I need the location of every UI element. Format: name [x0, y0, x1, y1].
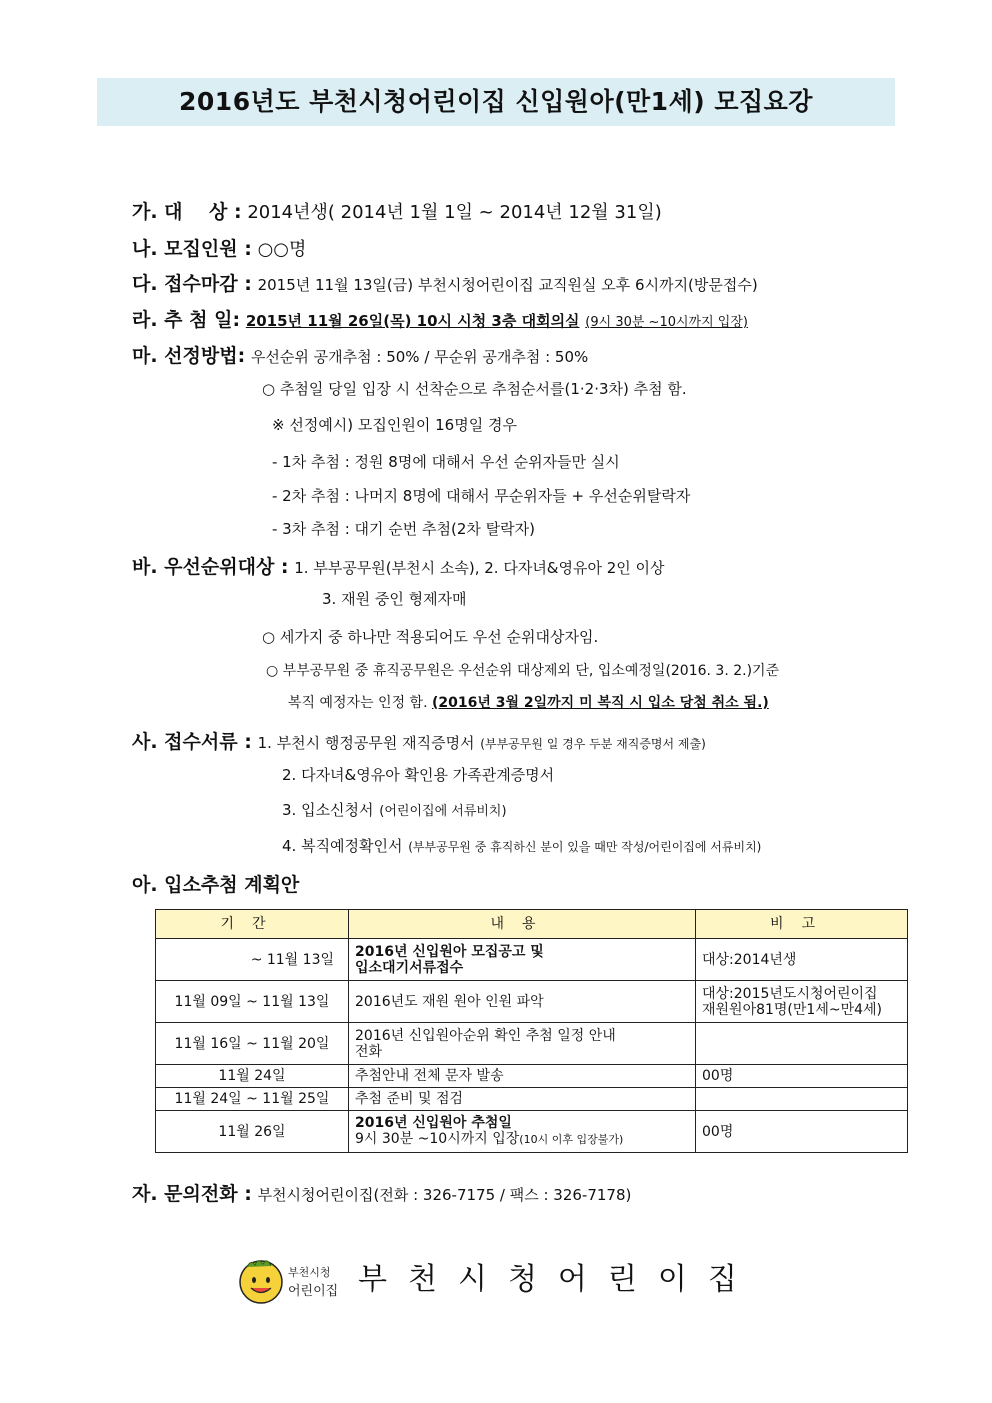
section-lottery-note: (9시 30분 ~10시까지 입장) — [585, 315, 748, 330]
document-item-1-note: (부부공무원 일 경우 두분 재직증명서 제출) — [480, 737, 706, 751]
cell-content-line-1: 2016년 신입원아순위 확인 추첨 일정 안내 — [355, 1027, 616, 1044]
table-row — [156, 1023, 908, 1065]
section-contact — [132, 1179, 631, 1206]
cell-note-line-1: 대상:2015년도시청어린이집 — [702, 985, 878, 1002]
priority-line-3: ○ 세가지 중 하나만 적용되어도 우선 순위대상자임. — [262, 628, 599, 646]
section-lottery-date — [132, 305, 748, 332]
document-item-4-row — [282, 835, 761, 856]
priority-line-5-text: 복직 예정자는 인정 함. — [288, 695, 428, 711]
method-line-3: - 1차 추첨 : 정원 8명에 대해서 우선 순위자들만 실시 — [272, 453, 620, 471]
table-row — [156, 981, 908, 1023]
cell-content-note: (10시 이후 입장불가) — [519, 1133, 624, 1146]
section-lottery-label: 라. 추 첨 일: — [132, 309, 241, 331]
cell-content: 추첨 준비 및 점검 — [349, 1088, 696, 1111]
cell-note: 대상:2014년생 — [696, 939, 908, 981]
cell-content — [349, 1111, 696, 1153]
section-priority — [132, 552, 665, 579]
cell-note — [696, 1023, 908, 1065]
cell-period: 11월 24일 — [156, 1065, 349, 1088]
section-method-text: 우선순위 공개추첨 : 50% / 무순위 공개추첨 : 50% — [250, 348, 589, 366]
section-target-label: 가. 대 상 : — [132, 201, 242, 223]
section-plan-label: 아. 입소추첨 계획안 — [132, 874, 300, 896]
document-item-4-note: (부부공무원 중 휴직하신 분이 있을 때만 작성/어린이집에 서류비치) — [408, 840, 762, 854]
document-item-3-row — [282, 799, 507, 820]
header-content: 내용 — [349, 910, 696, 939]
section-priority-text: 1. 부부공무원(부천시 소속), 2. 다자녀&영유아 2인 이상 — [294, 559, 665, 577]
document-item-3: 3. 입소신청서 — [282, 801, 374, 819]
priority-line-2: 3. 재원 중인 형제자매 — [322, 590, 467, 608]
method-line-1: ○ 추첨일 당일 입장 시 선착순으로 추첨순서를(1·2·3차) 추첨 함. — [262, 380, 687, 398]
cell-period: 11월 26일 — [156, 1111, 349, 1153]
section-target-text: 2014년생( 2014년 1월 1일 ~ 2014년 12월 31일) — [247, 202, 662, 223]
document-item-1: 1. 부천시 행정공무원 재직증명서 — [257, 734, 475, 752]
header-note: 비고 — [696, 910, 908, 939]
table-row — [156, 939, 908, 981]
cell-note — [696, 1088, 908, 1111]
section-deadline-label: 다. 접수마감 : — [132, 273, 252, 295]
cell-content-line — [355, 1131, 689, 1148]
header-period: 기간 — [156, 910, 349, 939]
section-priority-label: 바. 우선순위대상 : — [132, 556, 289, 578]
cell-note-line-2: 재원원아81명(만1세~만4세) — [702, 1001, 882, 1018]
cell-note: 00명 — [696, 1111, 908, 1153]
section-contact-label: 자. 문의전화 : — [132, 1183, 252, 1205]
plan-table — [155, 909, 908, 1153]
cell-content-time: 9시 30분 ~10시까지 입장 — [355, 1131, 520, 1147]
cell-content — [349, 1023, 696, 1065]
table-row — [156, 1088, 908, 1111]
section-quota-text: ○○명 — [257, 239, 307, 260]
section-target — [132, 197, 662, 224]
logo-text-1: 부천시청 — [288, 1266, 331, 1279]
section-plan — [132, 870, 299, 897]
section-deadline — [132, 269, 758, 296]
cell-content-line-2: 전화 — [355, 1043, 383, 1060]
table-row — [156, 1065, 908, 1088]
priority-line-5 — [288, 692, 769, 712]
section-quota — [132, 234, 306, 261]
section-documents-label: 사. 접수서류 : — [132, 731, 252, 753]
cell-period: 11월 24일 ~ 11월 25일 — [156, 1088, 349, 1111]
org-logo — [237, 1255, 341, 1305]
table-row — [156, 1111, 908, 1153]
document-item-3-note: (어린이집에 서류비치) — [379, 804, 507, 819]
section-documents — [132, 727, 706, 754]
priority-line-5-warning: (2016년 3월 2일까지 미 복직 시 입소 당첨 취소 됨.) — [431, 695, 769, 711]
cell-content — [349, 939, 696, 981]
cell-note: 00명 — [696, 1065, 908, 1088]
cell-content: 2016년도 재원 원아 인원 파악 — [349, 981, 696, 1023]
cell-content-bold: 2016년 신입원아 추첨일 — [355, 1115, 512, 1131]
logo-text-2: 어린이집 — [288, 1284, 339, 1299]
cell-content-line: 입소대기서류접수 — [355, 959, 464, 976]
page-title: 2016년도 부천시청어린이집 신입원아(만1세) 모집요강 — [97, 78, 895, 126]
cell-period: 11월 16일 ~ 11월 20일 — [156, 1023, 349, 1065]
document-item-2: 2. 다자녀&영유아 확인용 가족관계증명서 — [282, 766, 555, 784]
cell-note — [696, 981, 908, 1023]
org-name: 부천시청어린이집 — [358, 1262, 758, 1297]
method-line-4: - 2차 추첨 : 나머지 8명에 대해서 무순위자들 + 우선순위탈락자 — [272, 487, 691, 505]
smiley-logo-icon — [237, 1255, 341, 1305]
table-header-row — [156, 910, 908, 939]
section-quota-label: 나. 모집인원 : — [132, 238, 252, 260]
cell-period: 11월 09일 ~ 11월 13일 — [156, 981, 349, 1023]
section-deadline-text: 2015년 11월 13일(금) 부천시청어린이집 교직원실 오후 6시까지(방문접수) — [257, 276, 758, 294]
section-method — [132, 341, 588, 368]
cell-content: 추첨안내 전체 문자 발송 — [349, 1065, 696, 1088]
section-lottery-text: 2015년 11월 26일(목) 10시 시청 3층 대회의실 — [245, 312, 580, 330]
document-item-4: 4. 복직예정확인서 — [282, 837, 403, 855]
method-line-5: - 3차 추첨 : 대기 순번 추첨(2차 탈락자) — [272, 520, 536, 538]
method-line-2: ※ 선정예시) 모집인원이 16명일 경우 — [272, 416, 517, 434]
cell-content-bold: 2016년 신입원아 모집공고 및 — [355, 943, 544, 960]
priority-line-4: ○ 부부공무원 중 휴직공무원은 우선순위 대상제외 단, 입소예정일(2016. 3. 2.)기준 — [266, 663, 780, 679]
cell-period: ~ 11월 13일 — [156, 939, 349, 981]
section-method-label: 마. 선정방법: — [132, 345, 246, 367]
section-contact-text: 부천시청어린이집(전화 : 326-7175 / 팩스 : 326-7178) — [257, 1186, 632, 1204]
